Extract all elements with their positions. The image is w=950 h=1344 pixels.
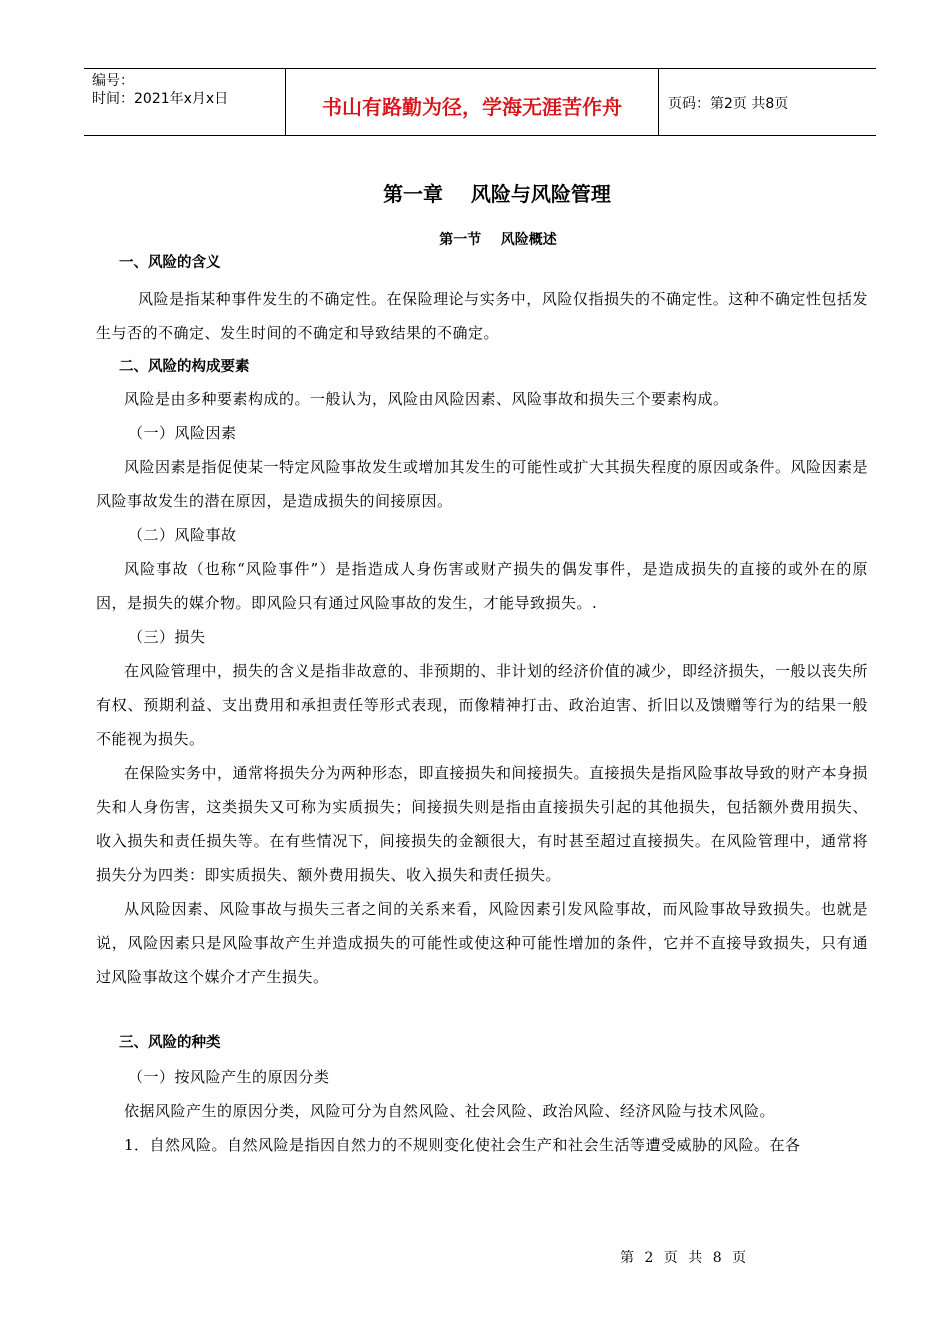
number-label: 编号： <box>92 73 134 89</box>
document-body <box>96 178 868 1162</box>
subheading: （三）损失 <box>128 628 206 646</box>
page-footer: 第 2 页 共 8 页 <box>620 1250 750 1266</box>
subheading: （一）按风险产生的原因分类 <box>128 1068 330 1086</box>
heading-risk-meaning: 一、风险的含义 <box>119 255 221 271</box>
paragraph: 风险因素是指促使某一特定风险事故发生或增加其发生的可能性或扩大其损失程度的原因或条件。风险因素是风险事故发生的潜在原因，是造成损失的间接原因。 <box>96 458 869 510</box>
subheading: （二）风险事故 <box>128 526 237 544</box>
header-page-info: 页码：第2页 共8页 <box>668 96 789 112</box>
section-title: 第一节 风险概述 <box>439 232 557 248</box>
header-motto: 书山有路勤为径，学海无涯苦作舟 <box>286 69 659 135</box>
paragraph: 依据风险产生的原因分类，风险可分为自然风险、社会风险、政治风险、经济风险与技术风险。 <box>124 1102 776 1120</box>
paragraph: 风险事故（也称“风险事件”）是指造成人身伤害或财产损失的偶发事件，是造成损失的直接的或外在的原因，是损失的媒介物。即风险只有通过风险事故的发生，才能导致损失。. <box>96 560 868 612</box>
header-table <box>84 68 876 136</box>
time-label: 时间：2021年x月x日 <box>92 91 229 107</box>
paragraph: 1．自然风险。自然风险是指因自然力的不规则变化使社会生产和社会生活等遭受威胁的风险。在各 <box>124 1136 801 1154</box>
heading-risk-elements: 二、风险的构成要素 <box>119 359 250 375</box>
paragraph: 风险是由多种要素构成的。一般认为，风险由风险因素、风险事故和损失三个要素构成。 <box>124 390 729 408</box>
paragraph: 在风险管理中，损失的含义是指非故意的、非预期的、非计划的经济价值的减少，即经济损失，一般以丧失所有权、预期利益、支出费用和承担责任等形式表现，而像精神打击、政治迫害、折旧以及馈赠等行为的结果一般不能视为损失。 <box>96 662 869 748</box>
subheading: （一）风险因素 <box>128 424 237 442</box>
heading-risk-types: 三、风险的种类 <box>119 1035 221 1051</box>
header-left-cell <box>84 69 286 135</box>
paragraph: 在保险实务中，通常将损失分为两种形态，即直接损失和间接损失。直接损失是指风险事故导致的财产本身损失和人身伤害，这类损失又可称为实质损失；间接损失则是指由直接损失引起的其他损失，包括额外费用损失、收入损失和责任损失等。在有些情况下，间接损失的金额很大，有时甚至超过直接损失。在风险管理中，通常将损失分为四类：即实质损失、额外费用损失、收入损失和责任损失。 <box>96 764 869 884</box>
paragraph: 风险是指某种事件发生的不确定性。在保险理论与实务中，风险仅指损失的不确定性。这种不确定性包括发生与否的不确定、发生时间的不确定和导致结果的不确定。 <box>96 290 868 342</box>
chapter-title: 第一章 风险与风险管理 <box>383 182 611 206</box>
paragraph: 从风险因素、风险事故与损失三者之间的关系来看，风险因素引发风险事故，而风险事故导致损失。也就是说，风险因素只是风险事故产生并造成损失的可能性或使这种可能性增加的条件，它并不直接导致损失，只有通过风险事故这个媒介才产生损失。 <box>96 900 868 986</box>
